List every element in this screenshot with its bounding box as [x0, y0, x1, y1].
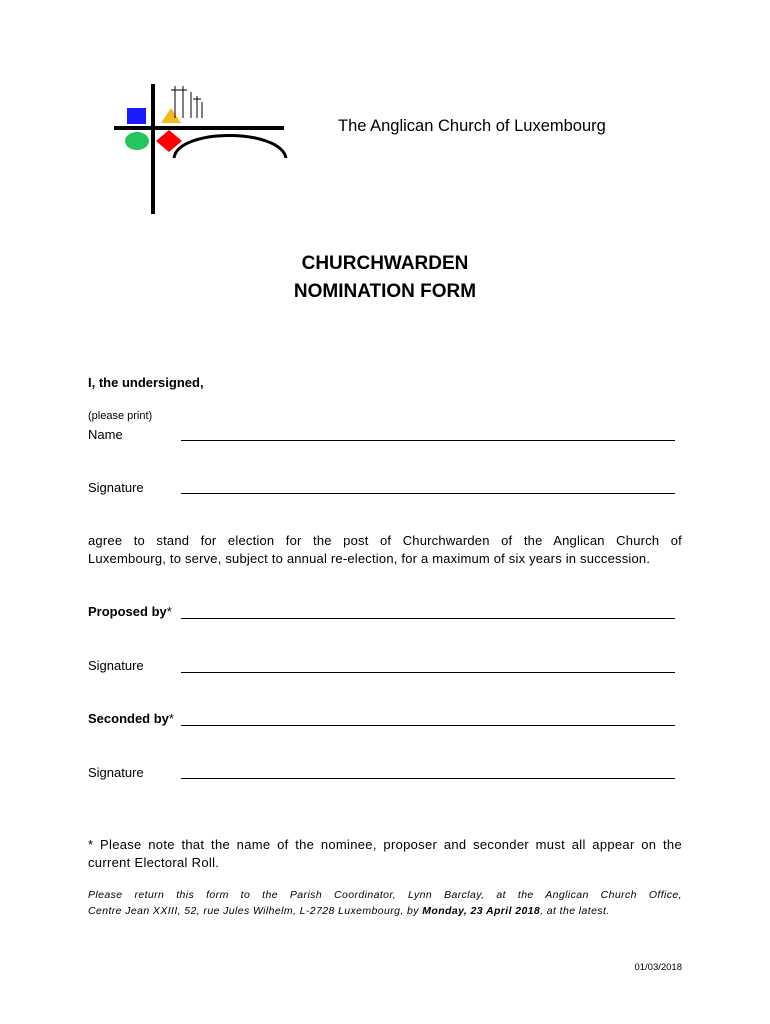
print-hint: (please print) [88, 410, 153, 422]
name-field[interactable] [181, 440, 675, 441]
logo-horizontal-bar [114, 126, 284, 130]
deadline-text: Monday, 23 April 2018 [422, 905, 541, 917]
logo-green-circle [125, 132, 149, 150]
logo-arch [174, 136, 286, 159]
note-line2: current Electoral Roll. [88, 855, 220, 870]
logo-vertical-bar [151, 84, 155, 214]
instructions-address: Centre Jean XXIII, 52, rue Jules Wilhelm, L-2728 Luxembourg, by [88, 905, 423, 917]
proposer-signature-field[interactable] [181, 672, 675, 673]
form-title-line2: NOMINATION FORM [293, 281, 477, 302]
proposer-field[interactable] [181, 618, 675, 619]
church-name: The Anglican Church of Luxembourg [338, 117, 606, 135]
seconded-by-text: Seconded by [88, 711, 169, 726]
instructions-line1: Please return this form to the Parish Coordinator, Lynn Barclay, at the Anglican Church Office, [88, 889, 682, 901]
nominee-signature-label: Signature [88, 480, 144, 495]
seconded-asterisk: * [168, 711, 174, 726]
seconded-by-label [88, 711, 174, 726]
logo-blue-square [127, 108, 146, 124]
seconder-signature-field[interactable] [181, 778, 675, 779]
instructions-line2 [88, 903, 682, 919]
proposer-signature-label: Signature [88, 658, 144, 673]
note-line1: * Please note that the name of the nominee, proposer and seconder must all appear on the [88, 837, 682, 852]
proposed-by-text: Proposed by [88, 604, 167, 619]
logo-yellow-triangle [161, 108, 181, 123]
instructions-end: , at the latest. [540, 905, 610, 917]
proposed-asterisk: * [166, 604, 172, 619]
nominee-signature-field[interactable] [181, 493, 675, 494]
agreement-line1: agree to stand for election for the post of Churchwarden of the Anglican Church of [88, 533, 682, 548]
form-title-line1: CHURCHWARDEN [301, 253, 469, 274]
seconder-field[interactable] [181, 725, 675, 726]
agreement-line2: Luxembourg, to serve, subject to annual re-election, for a maximum of six years in succession. [88, 551, 651, 566]
church-logo [108, 80, 298, 220]
seconder-signature-label: Signature [88, 765, 144, 780]
form-date: 01/03/2018 [634, 962, 682, 973]
name-label: Name [88, 427, 123, 442]
proposed-by-label [88, 604, 172, 619]
intro-text: I, the undersigned, [88, 375, 204, 390]
logo-crosses [171, 86, 202, 118]
